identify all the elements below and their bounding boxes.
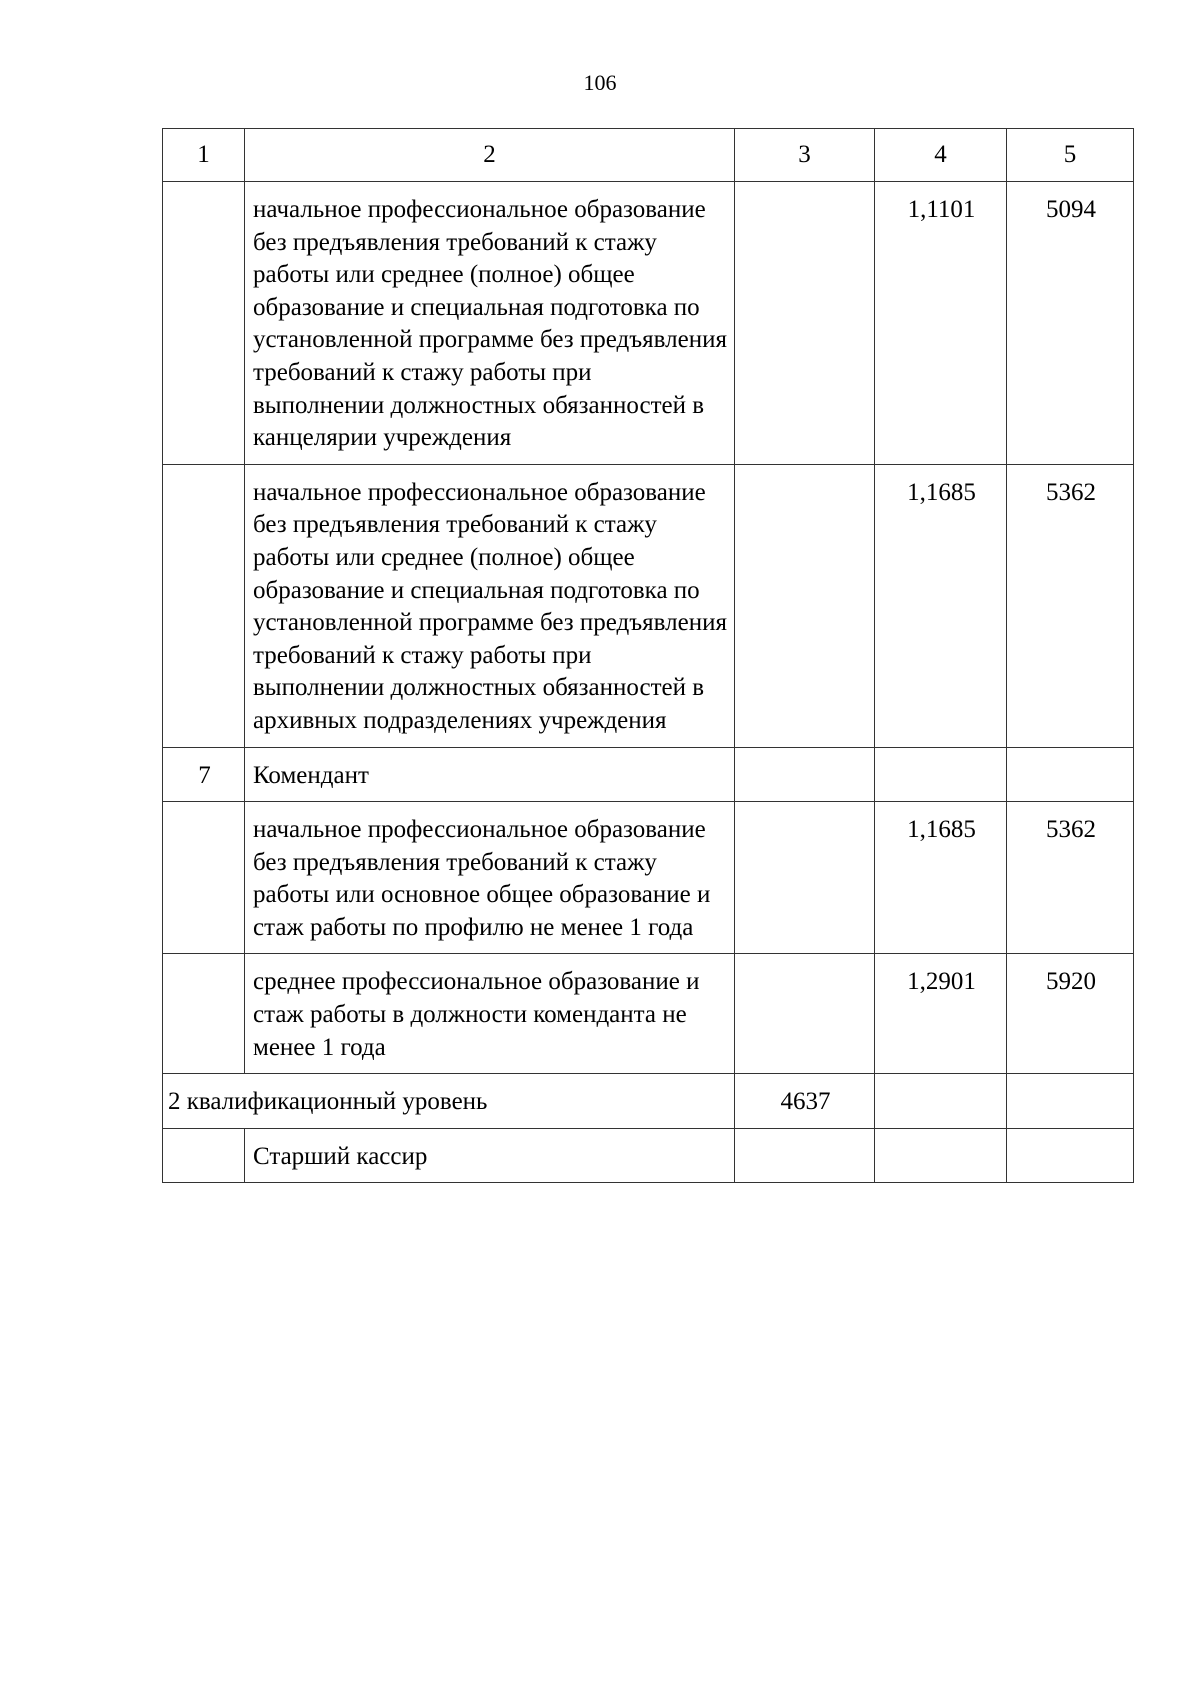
base-salary-cell: 4637: [735, 1074, 875, 1129]
base-salary-cell: [735, 954, 875, 1074]
qualification-level-row: [163, 1074, 1134, 1129]
coefficient-cell: 1,2901: [875, 954, 1007, 1074]
table-header-row: [163, 129, 1134, 182]
requirements-cell: начальное профессиональное образование без предъявления требований к стажу работы или среднее (полное) общее образование и специальная подготовка по установленной программе без предъявления требований к стажу работы при выполнении должностных обязанностей в архивных подразделениях учреждения: [245, 464, 735, 747]
header-cell-3: 3: [735, 129, 875, 182]
base-salary-cell: [735, 464, 875, 747]
table-row: [163, 954, 1134, 1074]
table-row: [163, 1128, 1134, 1183]
base-salary-cell: [735, 802, 875, 954]
coefficient-cell: 1,1685: [875, 464, 1007, 747]
row-number-cell: [163, 182, 245, 465]
header-cell-4: 4: [875, 129, 1007, 182]
header-cell-5: 5: [1007, 129, 1134, 182]
salary-cell: [1007, 747, 1134, 802]
salary-cell: 5362: [1007, 802, 1134, 954]
table-row: [163, 747, 1134, 802]
row-number-cell: [163, 1128, 245, 1183]
salary-table: [162, 128, 1134, 1183]
salary-cell: [1007, 1074, 1134, 1129]
coefficient-cell: [875, 747, 1007, 802]
table-row: [163, 464, 1134, 747]
row-number-cell: [163, 954, 245, 1074]
header-cell-1: 1: [163, 129, 245, 182]
salary-cell: [1007, 1128, 1134, 1183]
requirements-cell: начальное профессиональное образование без предъявления требований к стажу работы или основное общее образование и стаж работы по профилю не менее 1 года: [245, 802, 735, 954]
salary-cell: 5362: [1007, 464, 1134, 747]
row-number-cell: [163, 802, 245, 954]
row-number-cell: [163, 464, 245, 747]
base-salary-cell: [735, 182, 875, 465]
position-title-cell: Старший кассир: [245, 1128, 735, 1183]
coefficient-cell: [875, 1074, 1007, 1129]
coefficient-cell: 1,1101: [875, 182, 1007, 465]
salary-cell: 5094: [1007, 182, 1134, 465]
base-salary-cell: [735, 747, 875, 802]
requirements-cell: начальное профессиональное образование без предъявления требований к стажу работы или среднее (полное) общее образование и специальная подготовка по установленной программе без предъявления требований к стажу работы при выполнении должностных обязанностей в канцелярии учреждения: [245, 182, 735, 465]
salary-cell: 5920: [1007, 954, 1134, 1074]
requirements-cell: среднее профессиональное образование и стаж работы в должности коменданта не менее 1 года: [245, 954, 735, 1074]
header-cell-2: 2: [245, 129, 735, 182]
row-number-cell: 7: [163, 747, 245, 802]
base-salary-cell: [735, 1128, 875, 1183]
position-title-cell: Комендант: [245, 747, 735, 802]
page-number: 106: [583, 70, 617, 95]
coefficient-cell: 1,1685: [875, 802, 1007, 954]
table-row: [163, 802, 1134, 954]
table-row: [163, 182, 1134, 465]
qualification-level-label: 2 квалификационный уровень: [163, 1074, 735, 1129]
coefficient-cell: [875, 1128, 1007, 1183]
